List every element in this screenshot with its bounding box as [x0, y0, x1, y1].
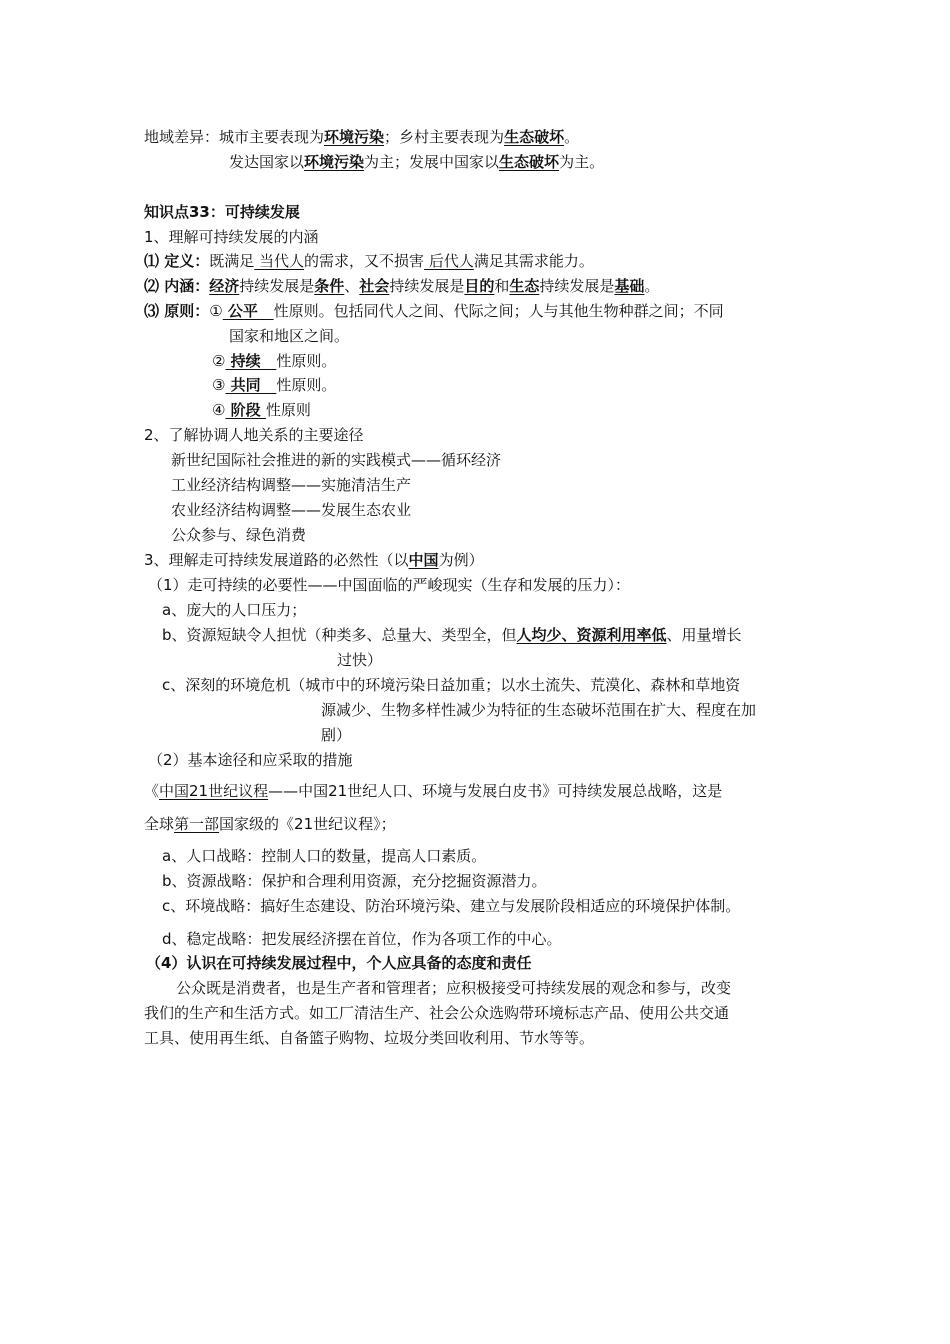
necessity-item-b: [162, 625, 742, 645]
key-term: 环境污染: [324, 128, 385, 146]
text: 为主。: [559, 153, 605, 171]
text: 性原则。包括同代人之间、代际之间；人与其他生物种群之间；不同: [273, 302, 724, 320]
way-item: 工业经济结构调整——实施清洁生产: [171, 476, 412, 494]
strategy-item: a、人口战略：控制人口的数量，提高人口素质。: [162, 847, 487, 865]
key-term: 经济: [209, 277, 240, 295]
key-term: 社会: [359, 277, 390, 295]
principle-3-line: [212, 375, 336, 395]
text: ——中国21世纪人口、环境与发展白皮书》可持续发展总战略，这是: [268, 782, 723, 800]
strategy-item: d、稳定战略：把发展经济摆在首位，作为各项工作的中心。: [162, 930, 562, 948]
text: 城市主要表现为: [219, 128, 325, 146]
way-item: 农业经济结构调整——发展生态农业: [171, 501, 412, 519]
principle-1-line: [144, 301, 724, 321]
strategy-item: c、环境战略：搞好生态建设、防治环境污染、建立与发展阶段相适应的环境保护体制。: [162, 897, 741, 915]
paragraph-line: 公众既是消费者，也是生产者和管理者；应积极接受可持续发展的观念和参与，改变: [176, 979, 732, 997]
measures-heading: （2）基本途径和应采取的措施: [148, 751, 353, 769]
key-term: 基础: [614, 277, 645, 295]
text: 和: [494, 277, 510, 295]
key-term: 条件: [314, 277, 345, 295]
principle-2-line: [212, 351, 336, 371]
way-item: 新世纪国际社会推进的新的实践模式——循环经济: [171, 451, 502, 469]
text: 持续发展是: [239, 277, 315, 295]
agenda-line-1: [144, 781, 722, 801]
text: ①: [209, 302, 223, 320]
principle-1-continuation: 国家和地区之间。: [229, 327, 350, 345]
text: 的需求，又不损害: [304, 252, 425, 270]
subsection-1-heading: 1、理解可持续发展的内涵: [144, 228, 319, 246]
text: 。: [644, 277, 660, 295]
key-term: 生态: [509, 277, 540, 295]
key-term: 环境污染: [304, 153, 365, 171]
text: 持续发展是: [539, 277, 615, 295]
text: ②: [212, 352, 226, 370]
necessity-item-b-continuation: 过快）: [337, 651, 383, 669]
subsection-4-heading: （4）认识在可持续发展过程中，个人应具备的态度和责任: [146, 954, 532, 972]
definition-label: ⑴ 定义：: [144, 252, 210, 270]
paragraph-line: 工具、使用再生纸、自备篮子购物、垃圾分类回收利用、节水等等。: [144, 1029, 595, 1047]
connotation-label: ⑵ 内涵：: [144, 277, 210, 295]
key-term: 生态破坏: [504, 128, 565, 146]
text: 既满足: [209, 252, 255, 270]
text: 为例）: [438, 551, 484, 569]
regional-diff-line2: [229, 152, 604, 172]
text: 。: [564, 128, 580, 146]
key-term: 阶段: [225, 401, 266, 419]
subsection-3-heading: [144, 550, 484, 570]
regional-label: 地域差异：: [144, 128, 220, 146]
text: b、资源短缺令人担忧（种类多、总量大、类型全，但: [162, 626, 517, 644]
key-term: 目的: [464, 277, 495, 295]
text: 《: [144, 782, 160, 800]
text: 满足其需求能力。: [473, 252, 594, 270]
key-term: 生态破坏: [499, 153, 560, 171]
paragraph-line: 我们的生产和生活方式。如工厂清洁生产、社会公众选购带环境标志产品、使用公共交通: [144, 1004, 730, 1022]
text: 性原则。: [276, 376, 337, 394]
key-term: 人均少、资源利用率低: [516, 626, 667, 644]
text: ；乡村主要表现为: [384, 128, 505, 146]
text: 全球: [144, 815, 175, 833]
necessity-item-c-continuation: 剧）: [321, 726, 352, 744]
text: 、: [344, 277, 360, 295]
section-title: 知识点33：可持续发展: [144, 203, 300, 221]
key-term: 持续: [225, 352, 277, 370]
connotation-line: [144, 276, 659, 296]
key-term: 当代人: [254, 252, 305, 270]
necessity-item-c-continuation: 源减少、生物多样性减少为特征的生态破坏范围在扩大、程度在加: [321, 701, 757, 719]
text: 持续发展是: [389, 277, 465, 295]
necessity-item-c: c、深刻的环境危机（城市中的环境污染日益加重；以水土流失、荒漠化、森林和草地资: [162, 676, 741, 694]
key-term: 公平: [222, 302, 274, 320]
key-term: 中国: [408, 551, 439, 569]
text: 国家级的《21世纪议程》；: [219, 815, 396, 833]
text: 发达国家以: [229, 153, 305, 171]
principle-label: ⑶ 原则：: [144, 302, 210, 320]
way-item: 公众参与、绿色消费: [171, 526, 307, 544]
key-term: 第一部: [174, 815, 220, 833]
agenda-line-2: [144, 814, 396, 834]
text: 、用量增长: [666, 626, 742, 644]
text: 为主；发展中国家以: [364, 153, 500, 171]
necessity-item-a: a、庞大的人口压力；: [162, 601, 307, 619]
definition-line: [144, 251, 594, 271]
text: ④: [212, 401, 226, 419]
principle-4-line: [212, 400, 311, 420]
key-term: 共同: [225, 376, 277, 394]
regional-diff-line1: [144, 127, 579, 147]
text: ③: [212, 376, 226, 394]
necessity-heading: （1）走可持续的必要性——中国面临的严峻现实（生存和发展的压力）：: [148, 576, 631, 594]
subsection-2-heading: 2、了解协调人地关系的主要途径: [144, 426, 364, 444]
text: 性原则。: [276, 352, 337, 370]
key-term: 后代人: [424, 252, 474, 270]
text: 3、理解走可持续发展道路的必然性（以: [144, 551, 409, 569]
key-term: 中国21世纪议程: [159, 782, 269, 800]
strategy-item: b、资源战略：保护和合理利用资源，充分挖掘资源潜力。: [162, 872, 547, 890]
text: 性原则: [265, 401, 311, 419]
